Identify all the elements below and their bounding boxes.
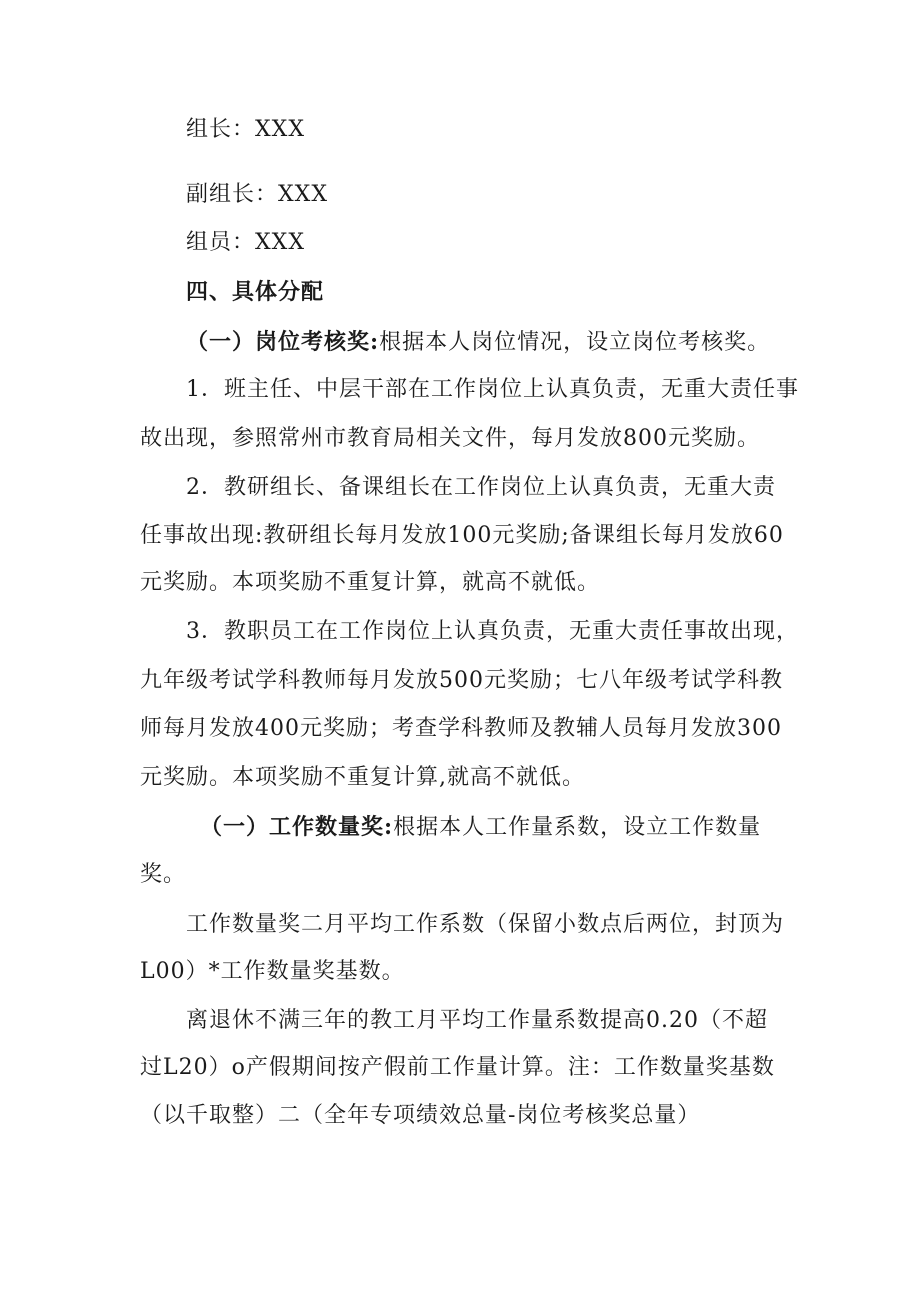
leader-line: 组长：XXX <box>186 117 305 142</box>
item1-line1: 1．班主任、中层干部在工作岗位上认真负责，无重大责任事 <box>186 377 799 402</box>
item2-line1: 2．教研组长、备课组长在工作岗位上认真负责，无重大责 <box>186 475 776 500</box>
item2-line2: 任事故出现:教研组长每月发放100元奖励;备课组长每月发放60 <box>140 523 784 548</box>
section-four-heading: 四、具体分配 <box>186 279 325 305</box>
deputy-leader-line: 副组长：XXX <box>186 182 328 207</box>
quantity-award-text: 根据本人工作量系数，设立工作数量 <box>393 815 762 840</box>
item1-line2: 故出现，参照常州市教育局相关文件，每月发放800元奖励。 <box>140 426 760 451</box>
quantity-award-paragraph <box>200 812 761 843</box>
quantity-award-heading: （一）工作数量奖: <box>200 814 394 840</box>
retire-line3: （以千取整）二（全年专项绩效总量-岗位考核奖总量） <box>140 1103 701 1128</box>
members-line: 组员：XXX <box>186 230 305 255</box>
retire-line2: 过L20）o产假期间按产假前工作量计算。注：工作数量奖基数 <box>140 1055 775 1080</box>
formula-line1: 工作数量奖二月平均工作系数（保留小数点后两位，封顶为 <box>186 912 785 937</box>
item3-line2: 九年级考试学科教师每月发放500元奖励；七八年级考试学科教 <box>140 668 783 693</box>
item2-line3: 元奖励。本项奖励不重复计算，就高不就低。 <box>140 570 601 595</box>
item3-line3: 师每月发放400元奖励；考查学科教师及教辅人员每月发放300 <box>140 716 782 741</box>
quantity-award-text-line2: 奖。 <box>140 862 187 887</box>
position-award-paragraph <box>186 327 770 358</box>
formula-line2: L00）*工作数量奖基数。 <box>140 959 405 984</box>
item3-line4: 元奖励。本项奖励不重复计算,就高不就低。 <box>140 765 585 790</box>
position-award-heading: （一）岗位考核奖: <box>186 329 380 355</box>
retire-line1: 离退休不满三年的教工月平均工作量系数提高0.20（不超 <box>186 1008 768 1033</box>
item3-line1: 3．教职员工在工作岗位上认真负责，无重大责任事故出现， <box>186 619 799 644</box>
position-award-text: 根据本人岗位情况，设立岗位考核奖。 <box>379 330 771 355</box>
